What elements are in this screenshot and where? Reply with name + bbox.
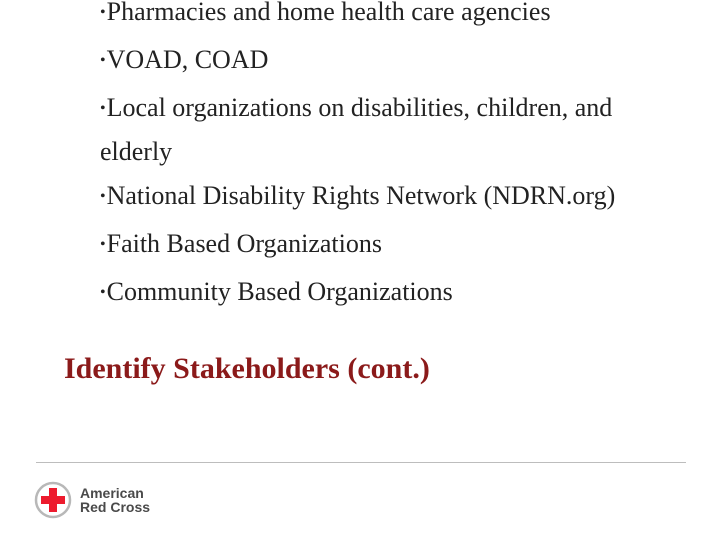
bullet-text: VOAD, COAD: [106, 45, 269, 74]
bullet-item-ndrn: [100, 176, 680, 220]
bullet-text: National Disability Rights Network (NDRN.org): [106, 181, 616, 210]
bullet-text: Pharmacies and home health care agencies: [106, 0, 551, 26]
bullet-dot: •: [100, 284, 106, 301]
bullet-dot: •: [100, 236, 106, 253]
bullet-item-local-orgs: [100, 88, 680, 172]
footer-divider: [36, 462, 686, 463]
bullet-text: Faith Based Organizations: [106, 229, 382, 258]
bullet-item-faith: [100, 224, 680, 268]
bullet-item-community: [100, 272, 680, 316]
red-cross-icon: [34, 481, 72, 519]
logo-line-red-cross: Red Cross: [80, 499, 151, 515]
bullet-dot: •: [100, 52, 106, 69]
bullet-text: Community Based Organizations: [106, 277, 453, 306]
red-cross-logo: [34, 481, 150, 519]
bullet-list: [100, 0, 680, 320]
logo-wordmark: [80, 486, 150, 514]
bullet-dot: •: [100, 188, 106, 205]
bullet-item-pharmacies: [100, 0, 680, 36]
bullet-dot: •: [100, 100, 106, 117]
slide-title: Identify Stakeholders (cont.): [64, 352, 430, 385]
cross-horizontal: [41, 496, 65, 504]
bullet-text: Local organizations on disabilities, children, and elderly: [100, 93, 613, 166]
bullet-item-voad: [100, 40, 680, 84]
logo-line-american: American: [80, 485, 144, 501]
bullet-dot: •: [100, 4, 106, 21]
